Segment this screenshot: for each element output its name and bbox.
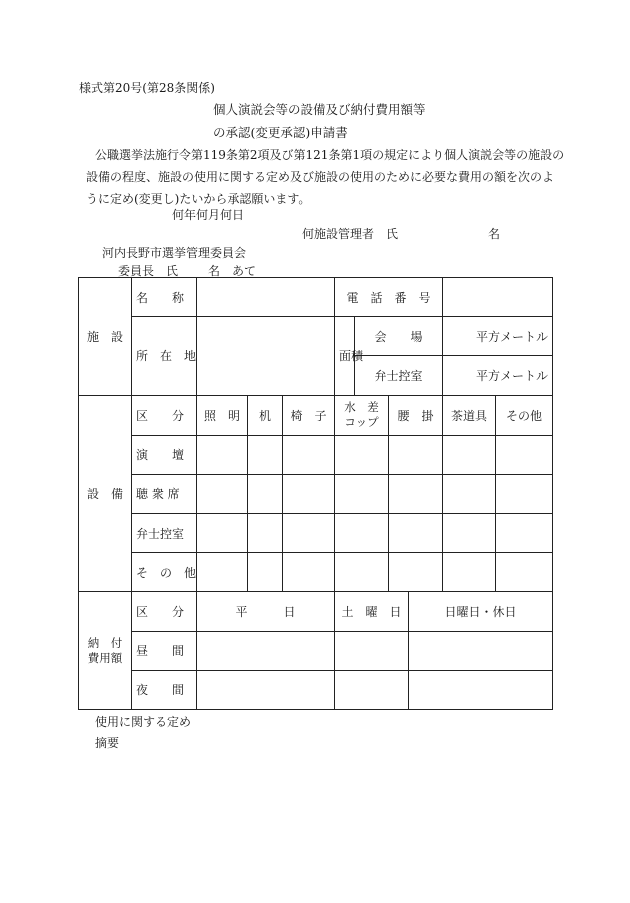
equipment-cell: [496, 474, 553, 513]
title-line-1: 個人演説会等の設備及び納付費用額等: [213, 102, 426, 117]
equipment-cell: [197, 514, 248, 553]
equipment-cell: [283, 553, 335, 592]
application-form-table: [78, 277, 553, 710]
fee-cell: [409, 670, 553, 709]
fee-section-label-line2: 費用額: [87, 650, 123, 665]
fee-cell: [335, 670, 409, 709]
equipment-cell: [283, 514, 335, 553]
fee-row-daytime: 昼 間: [132, 631, 197, 670]
facility-phone-label: 電 話 番 号: [335, 278, 443, 317]
date: 何年何月何日: [172, 208, 245, 222]
equipment-row-speaker-room: 弁士控室: [132, 514, 197, 553]
footer-summary-label: 摘要: [95, 736, 120, 750]
equipment-category-label: 区 分: [132, 395, 197, 435]
equipment-row-other: そ の 他: [132, 553, 197, 592]
equipment-cell: [496, 435, 553, 474]
fee-row-night: 夜 間: [132, 670, 197, 709]
title-line-2: の承認(変更承認)申請書: [213, 125, 348, 140]
facility-phone-value: [443, 278, 553, 317]
equipment-row-audience: 聴 衆 席: [132, 474, 197, 513]
fee-section-label: [79, 592, 132, 710]
equipment-cell: [283, 435, 335, 474]
equipment-cell: [496, 553, 553, 592]
equipment-row-podium: 演 壇: [132, 435, 197, 474]
facility-hall-unit: 平方メートル: [443, 317, 553, 356]
addressee-suffix: 名 あて: [208, 264, 257, 278]
equipment-col-tea-set: 茶道具: [443, 395, 496, 435]
facility-address-label: 所 在 地: [132, 317, 197, 395]
fee-cell: [197, 631, 335, 670]
equipment-cell: [335, 514, 389, 553]
equipment-cell: [197, 553, 248, 592]
applicant-name-suffix: 名: [488, 227, 501, 241]
equipment-cell: [248, 435, 283, 474]
equipment-cell: [335, 474, 389, 513]
equipment-col-lighting: 照 明: [197, 395, 248, 435]
equipment-col-desk: 机: [248, 395, 283, 435]
equipment-cell: [443, 553, 496, 592]
equipment-col-water-cup: [335, 395, 389, 435]
footer-rules-label: 使用に関する定め: [95, 715, 192, 729]
equipment-cell: [389, 435, 443, 474]
addressee-org: 河内長野市選挙管理委員会: [102, 246, 247, 260]
equipment-col-chair: 椅 子: [283, 395, 335, 435]
applicant-label: 何施設管理者 氏: [302, 227, 399, 241]
form-number: 様式第20号(第28条関係): [79, 81, 215, 95]
equipment-cell: [335, 553, 389, 592]
equipment-col-other: その他: [496, 395, 553, 435]
equipment-col-cup: コップ: [344, 415, 379, 430]
equipment-cell: [197, 435, 248, 474]
equipment-cell: [443, 474, 496, 513]
fee-col-saturday: 土 曜 日: [335, 592, 409, 631]
equipment-cell: [443, 435, 496, 474]
equipment-cell: [197, 474, 248, 513]
equipment-col-water: 水 差: [344, 400, 379, 415]
fee-col-sunday-holiday: 日曜日・休日: [409, 592, 553, 631]
facility-address-value: [197, 317, 335, 395]
equipment-cell: [389, 514, 443, 553]
addressee-chair: 委員長 氏: [118, 264, 179, 278]
equipment-cell: [335, 435, 389, 474]
facility-section-label: 施 設: [79, 278, 132, 396]
equipment-section-label: 設 備: [79, 395, 132, 592]
facility-rostrum-label: 弁士控室: [355, 356, 443, 395]
fee-cell: [409, 631, 553, 670]
equipment-cell: [389, 474, 443, 513]
equipment-cell: [248, 514, 283, 553]
fee-cell: [197, 670, 335, 709]
equipment-col-bench: 腰 掛: [389, 395, 443, 435]
equipment-cell: [283, 474, 335, 513]
equipment-cell: [248, 474, 283, 513]
fee-cell: [335, 631, 409, 670]
facility-hall-label: 会 場: [355, 317, 443, 356]
facility-area-label: 面積: [335, 317, 355, 395]
fee-category-label: 区 分: [132, 592, 197, 631]
facility-name-value: [197, 278, 335, 317]
body-line-2: 設備の程度、施設の使用に関する定め及び施設の使用のために必要な費用の額を次のよ: [86, 170, 555, 184]
body-line-1: 公職選挙法施行令第119条第2項及び第121条第1項の規定により個人演説会等の施設の: [95, 148, 565, 162]
equipment-cell: [443, 514, 496, 553]
facility-rostrum-unit: 平方メートル: [443, 356, 553, 395]
fee-section-label-line1: 納 付: [87, 635, 123, 650]
equipment-cell: [389, 553, 443, 592]
facility-name-label: 名 称: [132, 278, 197, 317]
equipment-cell: [248, 553, 283, 592]
equipment-cell: [496, 514, 553, 553]
body-line-3: うに定め(変更し)たいから承認願います。: [86, 192, 311, 206]
fee-col-weekday: 平 日: [197, 592, 335, 631]
